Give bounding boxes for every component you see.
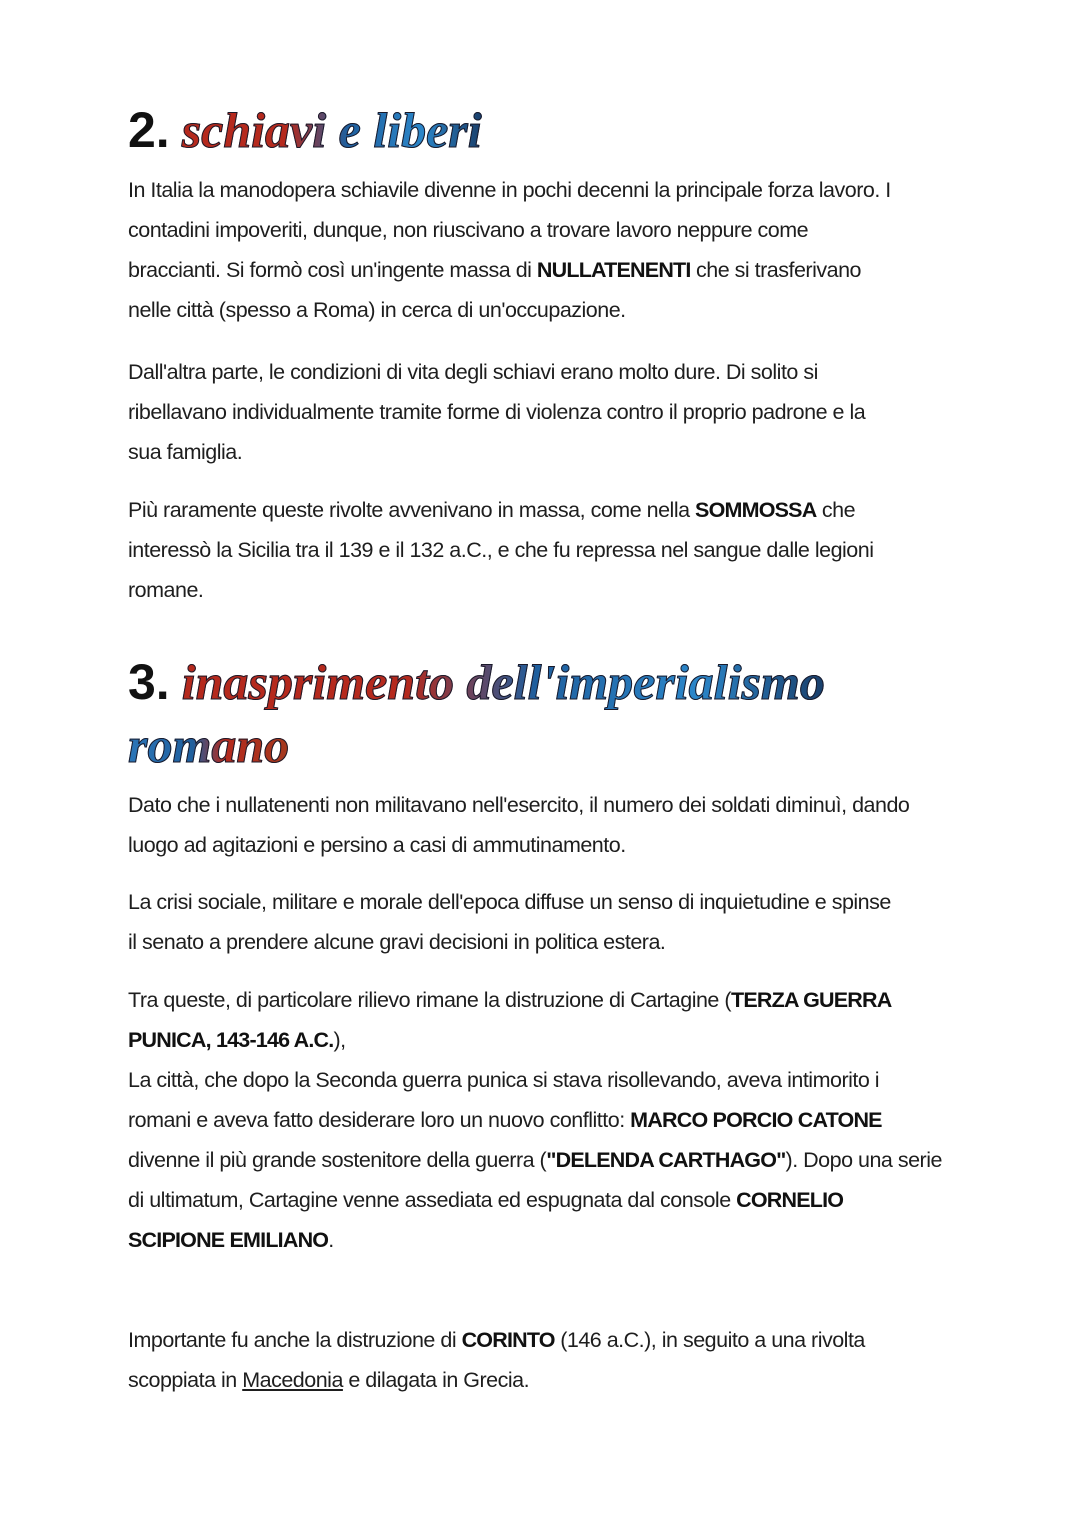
paragraph	[128, 490, 874, 610]
paragraph	[128, 882, 891, 962]
text-segment: interessò la Sicilia tra il 139 e il 132 a.C., e che fu repressa nel sangue dalle legioni	[128, 538, 874, 562]
text-line	[128, 250, 891, 290]
text-segment: romane.	[128, 578, 204, 602]
emphasized-term: CORINTO	[461, 1328, 555, 1352]
emphasized-term: "DELENDA CARTHAGO"	[546, 1148, 786, 1172]
text-segment: Dall'altra parte, le condizioni di vita degli schiavi erano molto dure. Di solito si	[128, 360, 818, 384]
text-segment: Importante fu anche la distruzione di	[128, 1328, 462, 1352]
text-line	[128, 1220, 942, 1260]
text-line	[128, 1180, 942, 1220]
text-line	[128, 1060, 942, 1100]
text-segment: che si trasferivano	[690, 258, 861, 282]
emphasized-term: SCIPIONE EMILIANO	[128, 1228, 329, 1252]
text-line	[128, 392, 865, 432]
emphasized-term: TERZA GUERRA	[731, 988, 892, 1012]
text-segment: luogo ad agitazioni e persino a casi di ammutinamento.	[128, 833, 626, 857]
text-segment: (146 a.C.), in seguito a una rivolta	[554, 1328, 865, 1352]
text-segment: e dilagata in Grecia.	[342, 1368, 530, 1392]
text-line	[128, 530, 874, 570]
text-line	[128, 922, 891, 962]
text-segment: ribellavano individualmente tramite forme di violenza contro il proprio padrone e la	[128, 400, 866, 424]
emphasized-term: SOMMOSSA	[695, 498, 817, 522]
paragraph	[128, 785, 909, 865]
text-segment: romani e aveva fatto desiderare loro un nuovo conflitto:	[128, 1108, 631, 1132]
paragraph	[128, 980, 942, 1260]
text-segment: La crisi sociale, militare e morale dell'epoca diffuse un senso di inquietudine e spinse	[128, 890, 891, 914]
text-segment: divenne il più grande sostenitore della guerra (	[128, 1148, 547, 1172]
text-segment: il senato a prendere alcune gravi decisioni in politica estera.	[128, 930, 666, 954]
text-line	[128, 1020, 942, 1060]
text-line	[128, 290, 891, 330]
section-title: romano	[128, 717, 290, 773]
text-segment: Tra queste, di particolare rilievo rimane la distruzione di Cartagine (	[128, 988, 732, 1012]
text-segment: di ultimatum, Cartagine venne assediata ed espugnata dal console	[128, 1188, 737, 1212]
text-segment: ),	[333, 1028, 346, 1052]
emphasized-term: NULLATENENTI	[536, 258, 691, 282]
paragraph	[128, 170, 891, 330]
text-line	[128, 825, 909, 865]
text-segment: Dato che i nullatenenti non militavano nell'esercito, il numero dei soldati diminuì, dando	[128, 793, 910, 817]
text-line	[128, 170, 891, 210]
section-title: schiavi e liberi	[181, 102, 482, 158]
section-2-heading	[128, 100, 482, 160]
text-segment: contadini impoveriti, dunque, non riuscivano a trovare lavoro neppure come	[128, 218, 809, 242]
paragraph	[128, 1320, 865, 1400]
section-3-heading	[128, 652, 825, 712]
section-number: 3.	[128, 654, 170, 710]
text-segment: La città, che dopo la Seconda guerra punica si stava risollevando, aveva intimorito i	[128, 1068, 880, 1092]
text-segment: Più raramente queste rivolte avvenivano in massa, come nella	[128, 498, 696, 522]
text-line	[128, 882, 891, 922]
text-segment: In Italia la manodopera schiavile divenne in pochi decenni la principale forza lavoro. I	[128, 178, 891, 202]
emphasized-term: MARCO PORCIO CATONE	[630, 1108, 882, 1132]
text-segment: sua famiglia.	[128, 440, 243, 464]
text-line	[128, 1320, 865, 1360]
section-title: inasprimento dell'imperialismo	[181, 654, 825, 710]
text-line	[128, 785, 909, 825]
section-number: 2.	[128, 102, 170, 158]
text-line	[128, 352, 865, 392]
text-segment: nelle città (spesso a Roma) in cerca di un'occupazione.	[128, 298, 626, 322]
paragraph	[128, 352, 865, 472]
text-line	[128, 1360, 865, 1400]
text-line	[128, 1100, 942, 1140]
underlined-term: Macedonia	[242, 1368, 343, 1392]
text-line	[128, 570, 874, 610]
text-segment: ). Dopo una serie	[785, 1148, 942, 1172]
text-line	[128, 980, 942, 1020]
text-line	[128, 1140, 942, 1180]
section-3-heading-continued	[128, 715, 289, 775]
emphasized-term: CORNELIO	[736, 1188, 844, 1212]
emphasized-term: PUNICA, 143-146 A.C.	[128, 1028, 334, 1052]
text-segment: che	[816, 498, 856, 522]
text-segment: braccianti. Si formò così un'ingente massa di	[128, 258, 537, 282]
text-line	[128, 432, 865, 472]
text-line	[128, 210, 891, 250]
text-line	[128, 490, 874, 530]
text-segment: scoppiata in	[128, 1368, 243, 1392]
text-segment: .	[328, 1228, 334, 1252]
